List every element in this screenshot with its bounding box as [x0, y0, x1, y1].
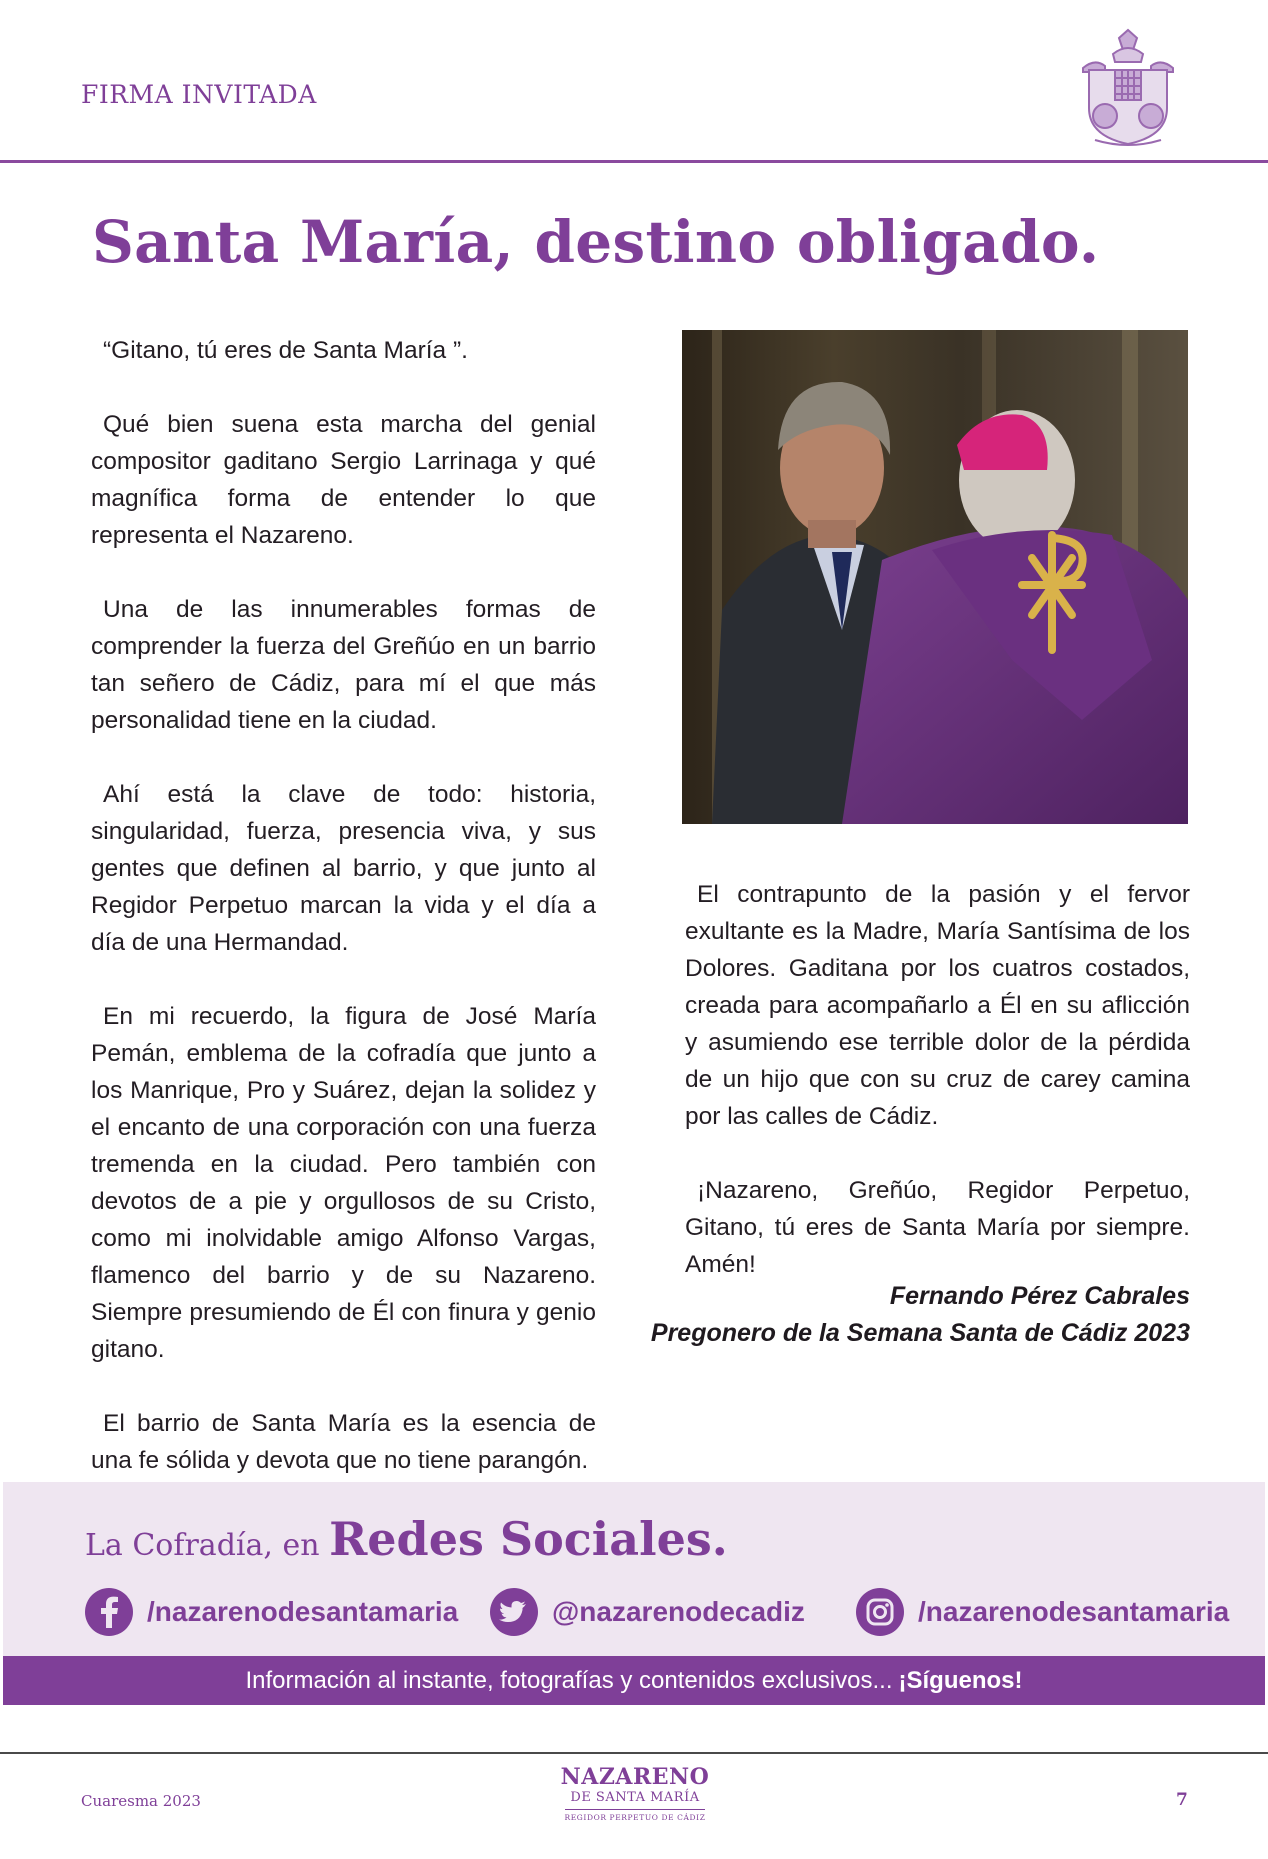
- twitter-link[interactable]: [490, 1586, 805, 1638]
- instagram-link[interactable]: [856, 1586, 1229, 1638]
- paragraph: El barrio de Santa María es la esencia de una fe sólida y devota que no tiene parangón.: [91, 1410, 596, 1474]
- social-follow-bar: [3, 1656, 1265, 1705]
- section-label: FIRMA INVITADA: [81, 80, 317, 109]
- instagram-icon: [856, 1588, 904, 1636]
- header-rule: [0, 160, 1268, 163]
- social-title: [85, 1512, 728, 1566]
- twitter-handle: @nazarenodecadiz: [552, 1596, 805, 1627]
- paragraph: En mi recuerdo, la figura de José María Pemán, emblema de la cofradía que junto a los Manrique, Pro y Suárez, dejan la solidez y el encanto de una corporación con una fuerza tremenda en la ciudad. Pero también con devotos de a pie y orgullosos de su Cristo, como mi inolvidable amigo Alfonso Vargas, flamenco del barrio y de su Nazareno. Siempre presumiendo de Él con finura y genio gitano.: [91, 1003, 596, 1363]
- facebook-link[interactable]: [85, 1586, 458, 1638]
- photo-illustration: [682, 330, 1188, 824]
- social-bar-text: Información al instante, fotografías y contenidos exclusivos...: [245, 1666, 893, 1694]
- footer-issue: Cuaresma 2023: [81, 1792, 201, 1810]
- article-title: Santa María, destino obligado.: [92, 208, 1100, 276]
- footer-logo-line1: NAZARENO: [560, 1764, 710, 1790]
- footer-logo-line2: DE SANTA MARÍA: [570, 1790, 700, 1805]
- social-title-big: Redes Sociales.: [329, 1512, 728, 1566]
- footer-logo-line3: REGIDOR PERPETUO DE CÁDIZ: [564, 1813, 706, 1822]
- article-left-column: [91, 332, 596, 1516]
- facebook-handle: /nazarenodesantamaria: [147, 1596, 459, 1627]
- author-name: Fernando Pérez Cabrales: [889, 1282, 1190, 1310]
- page-number: 7: [1176, 1790, 1188, 1810]
- social-media-band: [3, 1482, 1265, 1705]
- social-title-small: La Cofradía, en: [85, 1528, 330, 1563]
- paragraph: Una de las innumerables formas de comprender la fuerza del Greñúo en un barrio tan señero de Cádiz, para mí el que más personalidad tiene en la ciudad.: [91, 596, 596, 734]
- footer-logo-divider: [565, 1809, 705, 1810]
- coat-of-arms-icon: [1075, 28, 1181, 150]
- paragraph: El contrapunto de la pasión y el fervor exultante es la Madre, María Santísima de los Dolores. Gaditana por los cuatros costados, creada para acompañarlo a Él en su aflicción y asumiendo ese terrible dolor de la pérdida de un hijo que con su cruz de carey camina por las calles de Cádiz.: [685, 881, 1190, 1130]
- author-signature: [651, 1278, 1190, 1352]
- article-photo: [682, 330, 1188, 824]
- follow-us-cta: ¡Síguenos!: [898, 1666, 1023, 1694]
- instagram-handle: /nazarenodesantamaria: [918, 1596, 1230, 1627]
- facebook-icon: [85, 1588, 133, 1636]
- footer-rule: [0, 1752, 1268, 1754]
- paragraph: ¡Nazareno, Greñúo, Regidor Perpetuo, Gitano, tú eres de Santa María por siempre. Amén!: [685, 1177, 1190, 1278]
- paragraph: “Gitano, tú eres de Santa María ”.: [103, 337, 468, 364]
- paragraph: Qué bien suena esta marcha del genial compositor gaditano Sergio Larrinaga y qué magnífica forma de entender lo que representa el Nazareno.: [91, 411, 596, 549]
- author-role: Pregonero de la Semana Santa de Cádiz 2023: [650, 1319, 1190, 1347]
- article-right-column: [685, 876, 1190, 1320]
- page-header: [0, 0, 1268, 164]
- footer-logo: [540, 1764, 730, 1822]
- twitter-icon: [490, 1588, 538, 1636]
- paragraph: Ahí está la clave de todo: historia, singularidad, fuerza, presencia viva, y sus gentes que definen al barrio, y que junto al Regidor Perpetuo marcan la vida y el día a día de una Hermandad.: [91, 781, 596, 956]
